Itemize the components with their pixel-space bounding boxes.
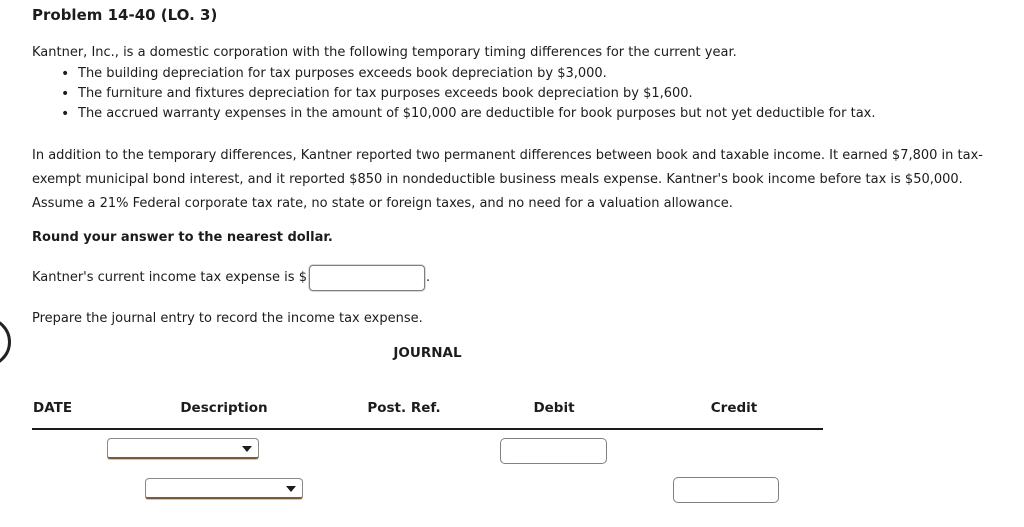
intro-paragraph: Kantner, Inc., is a domestic corporation with the following temporary timing differences for the current year. [32,45,737,60]
prepare-instruction: Prepare the journal entry to record the income tax expense. [32,311,423,326]
rounding-instruction: Round your answer to the nearest dollar. [32,230,333,245]
answer-row [32,263,430,292]
row2-description-select[interactable] [145,478,303,499]
current-tax-expense-input[interactable] [309,265,425,291]
column-header-credit: Credit [710,400,758,416]
list-item: • The furniture and fixtures depreciation for tax purposes exceeds book depreciation by $1,600. [61,84,1001,104]
list-item: • The accrued warranty expenses in the amount of $10,000 are deductible for book purposes but not yet deductible for tax. [61,104,1001,124]
answer-label: Kantner's current income tax expense is $ [32,270,307,285]
details-paragraph: In addition to the temporary differences, Kantner reported two permanent differences between book and taxable income. It earned $7,800 in tax-exempt municipal bond interest, and it reported $850 in nondeductible business meals expense. Kantner's book income before tax is $50,000. Assume a 21% Federal corporate tax rate, no state or foreign taxes, and no need for a valuation allowance. [32,148,983,211]
row2-credit-input[interactable] [673,477,779,503]
row1-debit-input[interactable] [500,438,607,464]
row2-description-select-wrap [145,478,303,499]
column-header-debit: Debit [533,400,575,416]
partial-circle-icon [0,317,11,367]
journal-title: JOURNAL [393,345,462,361]
timing-differences-list [61,64,1001,124]
journal-header-divider [32,428,823,430]
row1-description-select[interactable] [107,438,259,459]
column-header-post-ref: Post. Ref. [367,400,441,416]
row1-description-select-wrap [107,438,259,459]
page-title: Problem 14-40 (LO. 3) [32,6,218,24]
answer-suffix: . [425,270,431,285]
list-item: • The building depreciation for tax purposes exceeds book depreciation by $3,000. [61,64,1001,84]
column-header-description: Description [180,400,268,416]
column-header-date: DATE [33,400,73,416]
